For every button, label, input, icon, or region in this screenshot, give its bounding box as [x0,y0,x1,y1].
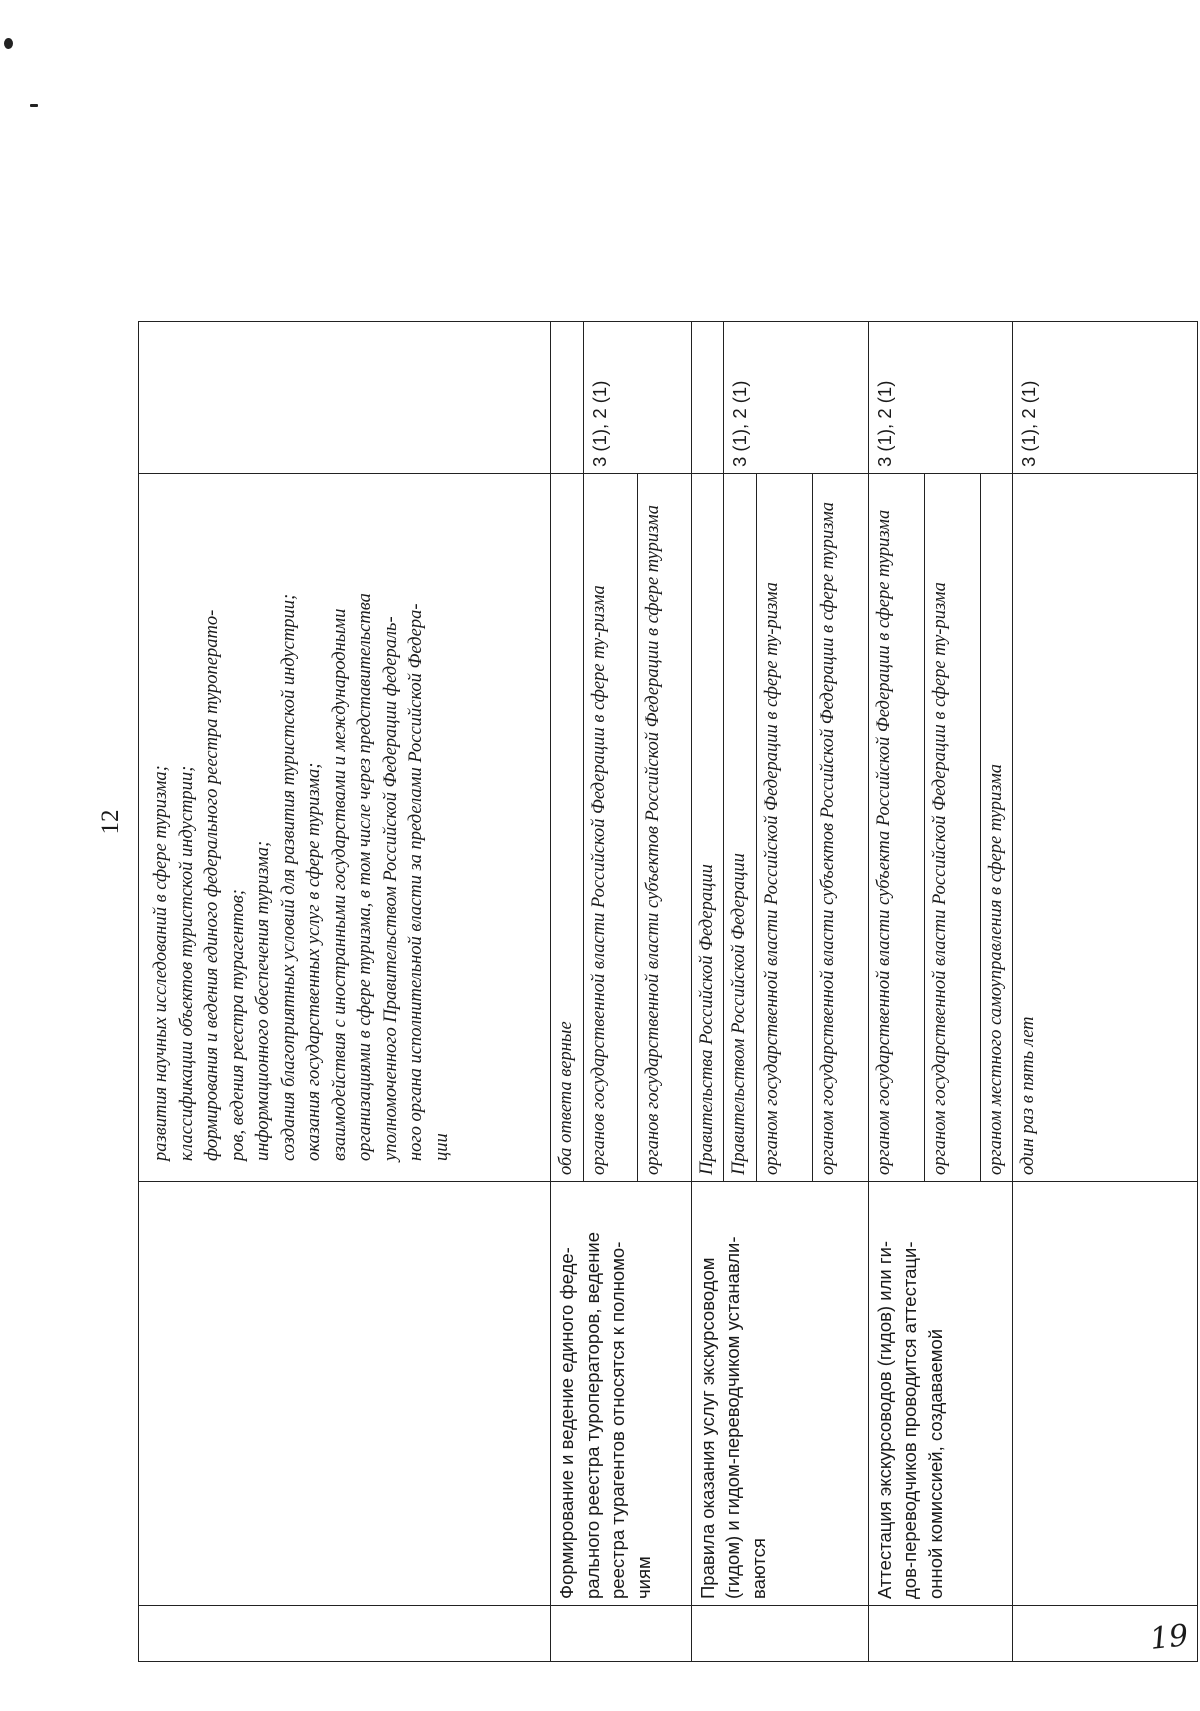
answer-option: органом государственной власти Российской Федерации в сфере ту-ризма [924,474,980,1182]
answer-option: органом местного самоуправления в сфере туризма [980,474,1013,1182]
answer-option: органом государственной власти Российской Федерации в сфере ту-ризма [756,474,812,1182]
answer-cell [691,322,724,474]
questions-table [138,321,1198,1662]
number-cell [139,1606,551,1662]
question-cell [1013,1182,1198,1606]
continuation-line: ции [431,1133,452,1161]
scan-speck [4,38,13,49]
question-text: Аттестация экскурсоводов (гидов) или ги- дов-переводчиков проводится аттестаци- онной комиссией, создаваемой [868,1182,1013,1606]
answer-key: 3 (1), 2 (1) [583,322,691,474]
answer-cell [551,322,584,474]
number-cell [551,1606,692,1662]
number-cell [868,1606,1013,1662]
answer-option: органом государственной власти субъектов Российской Федерации в сфере туризма [812,474,868,1182]
continuation-line: организациями в сфере туризма, в том числе через представительства [355,593,376,1161]
handwritten-folio-number: 19 [1148,1618,1190,1657]
question-text: Правила оказания услуг экскурсоводом (гидом) и гидом-переводчиком устанавли- ваются [691,1182,868,1606]
questions-table-rotated [138,322,1198,1662]
question-text: Формирование и ведение единого феде- рального реестра туроператоров, ведение реестра турагентов относятся к полномо- чиям [551,1182,692,1606]
answer-key: 3 (1), 2 (1) [1013,322,1198,474]
answer-option: оба ответа верные [551,474,584,1182]
continuation-line: ров, ведения реестра турагентов; [227,889,248,1161]
answer-option: органов государственной власти субъектов Российской Федерации в сфере туризма [637,474,691,1182]
continuation-line: создания благоприятных условий для развития туристской индустрии; [278,593,299,1161]
answer-option: Правительства Российской Федерации [691,474,724,1182]
answer-option: Правительством Российской Федерации [724,474,757,1182]
page-number: 12 [97,809,124,835]
answer-option: органом государственной власти субъекта Российской Федерации в сфере туризма [868,474,924,1182]
answer-key: 3 (1), 2 (1) [724,322,869,474]
continuation-line: развития научных исследований в сфере туризма; [151,765,171,1161]
continuation-line: оказания государственных услуг в сфере туризма; [304,762,325,1161]
answer-key: 3 (1), 2 (1) [868,322,1013,474]
continuation-options-cell [139,474,551,1182]
continuation-line: классификации объектов туристской индустрии; [176,765,197,1161]
continuation-line: уполномоченного Правительством Российской Федерации федераль- [380,616,401,1161]
scan-speck [30,104,38,107]
answer-option: органов государственной власти Российской Федерации в сфере ту-ризма [583,474,637,1182]
answer-option: один раз в пять лет [1013,474,1198,1182]
continuation-line: информационного обеспечения туризма; [253,840,274,1161]
continuation-line: взаимодействия с иностранными государствами и международными [329,608,350,1161]
number-cell [691,1606,868,1662]
question-cell [139,1182,551,1606]
continuation-line: ного органа исполнительной власти за пределами Российской Федера- [406,603,427,1161]
answer-cell [139,322,551,474]
continuation-line: формирования и ведения единого федерального реестра туроперато- [202,609,223,1161]
